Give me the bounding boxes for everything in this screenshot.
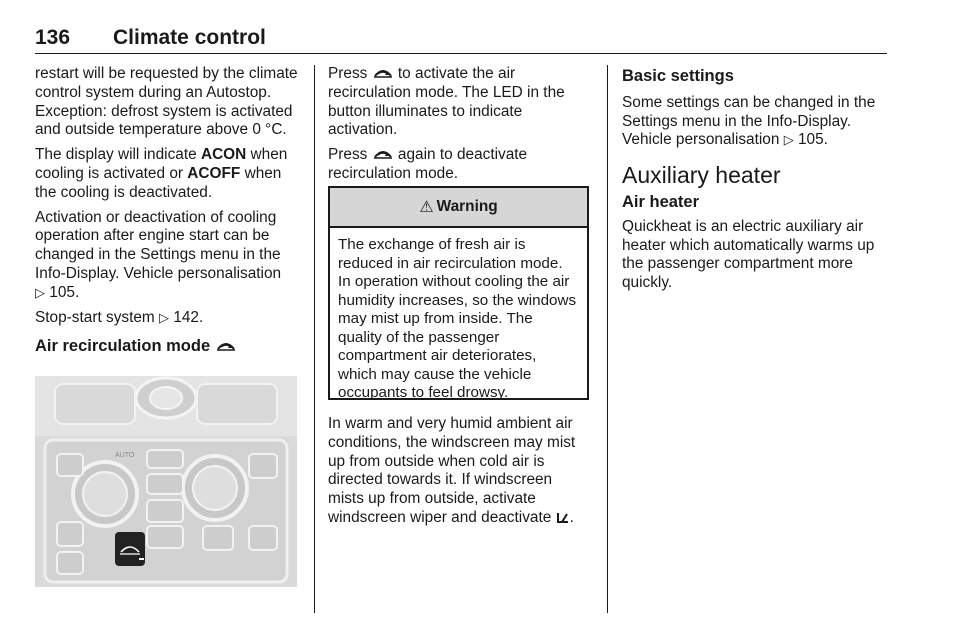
column-1 <box>35 65 303 362</box>
period: . <box>569 508 574 526</box>
heading-basic-settings: Basic settings <box>622 67 734 85</box>
heading-text: Air recirculation mode <box>35 337 211 356</box>
text-span: when the cooling is deactivated. <box>35 164 282 201</box>
paragraph-activation <box>35 209 303 303</box>
page-reference[interactable]: 142. <box>173 308 204 326</box>
acoff-label: ACOFF <box>187 164 241 182</box>
paragraph-stop-start <box>35 309 303 328</box>
column-3 <box>622 65 890 299</box>
column-divider-1 <box>314 65 315 613</box>
warning-text: The exchange of fresh air is reduced in air recirculation mode. In operation without cooling the air humidity increases, so the windows may mist up from inside. The quality of the passenger compartment air deteriorates, which may cause the vehicle occupants to feel drowsy. <box>338 236 577 401</box>
climate-panel-figure <box>35 376 297 587</box>
text-span: In warm and very humid ambient air conditions, the windscreen may mist up from outside when cold air is directed towards it. If windscreen mists up from outside, activate windscreen wiper and deactivate <box>328 415 576 526</box>
column-divider-2 <box>607 65 608 613</box>
heading-air-heater: Air heater <box>622 192 700 211</box>
paragraph-humid-conditions <box>328 415 590 528</box>
warning-box <box>328 186 589 400</box>
text-span: The display will indicate <box>35 146 201 164</box>
text-span: Stop-start system <box>35 308 155 326</box>
section-title: Climate control <box>113 26 266 49</box>
windscreen-wiper-icon <box>556 510 570 524</box>
warning-title: Warning <box>436 198 498 215</box>
text-span: again to deactivate recirculation mode. <box>328 146 528 182</box>
page-reference[interactable]: 105. <box>798 131 828 149</box>
paragraph-display <box>35 146 303 202</box>
page-reference-arrow-icon: ▷ <box>783 132 794 148</box>
paragraph-press-deactivate <box>328 146 590 184</box>
page-number: 136 <box>35 26 71 49</box>
text-span: Press <box>328 146 368 164</box>
text-span: Press <box>328 65 368 82</box>
page-reference[interactable]: 105. <box>49 283 80 301</box>
text-span: when cooling is activated or <box>35 146 288 182</box>
text-span: Activation or deactivation of cooling operation after engine start can be changed in the Settings menu in the Info-Display. Vehicle personalisation <box>35 208 282 282</box>
air-recirculation-icon <box>215 340 237 352</box>
text-span: Some settings can be changed in the Settings menu in the Info-Display. Vehicle personalisation <box>622 93 876 149</box>
climate-panel-illustration <box>35 376 297 587</box>
paragraph-restart: restart will be requested by the climate control system during an Autostop. Exception: defrost system is activated and outside temperature above 0 °C. <box>35 65 298 139</box>
figure-auto-label: AUTO <box>115 452 135 459</box>
paragraph-air-heater: Quickheat is an electric auxiliary air heater which automatically warms up the passenger compartment more quickly. <box>622 217 875 292</box>
air-recirculation-icon <box>372 67 394 79</box>
page-reference-arrow-icon: ▷ <box>159 309 170 325</box>
text-span: to activate the air recirculation mode. The LED in the button illuminates to indicate activation. <box>328 65 565 139</box>
heading-air-recirculation <box>35 337 303 356</box>
warning-header <box>330 188 587 228</box>
header-rule <box>35 53 887 54</box>
air-recirculation-icon <box>372 148 394 160</box>
heading-auxiliary-heater: Auxiliary heater <box>622 162 781 189</box>
highlighted-recirculation-button <box>115 532 145 566</box>
acon-label: ACON <box>200 146 247 164</box>
page-reference-arrow-icon: ▷ <box>35 284 45 300</box>
warning-triangle-icon: ⚠ <box>419 199 434 216</box>
paragraph-press-activate <box>328 65 590 140</box>
column-2 <box>328 65 590 190</box>
paragraph-basic-settings <box>622 94 890 150</box>
